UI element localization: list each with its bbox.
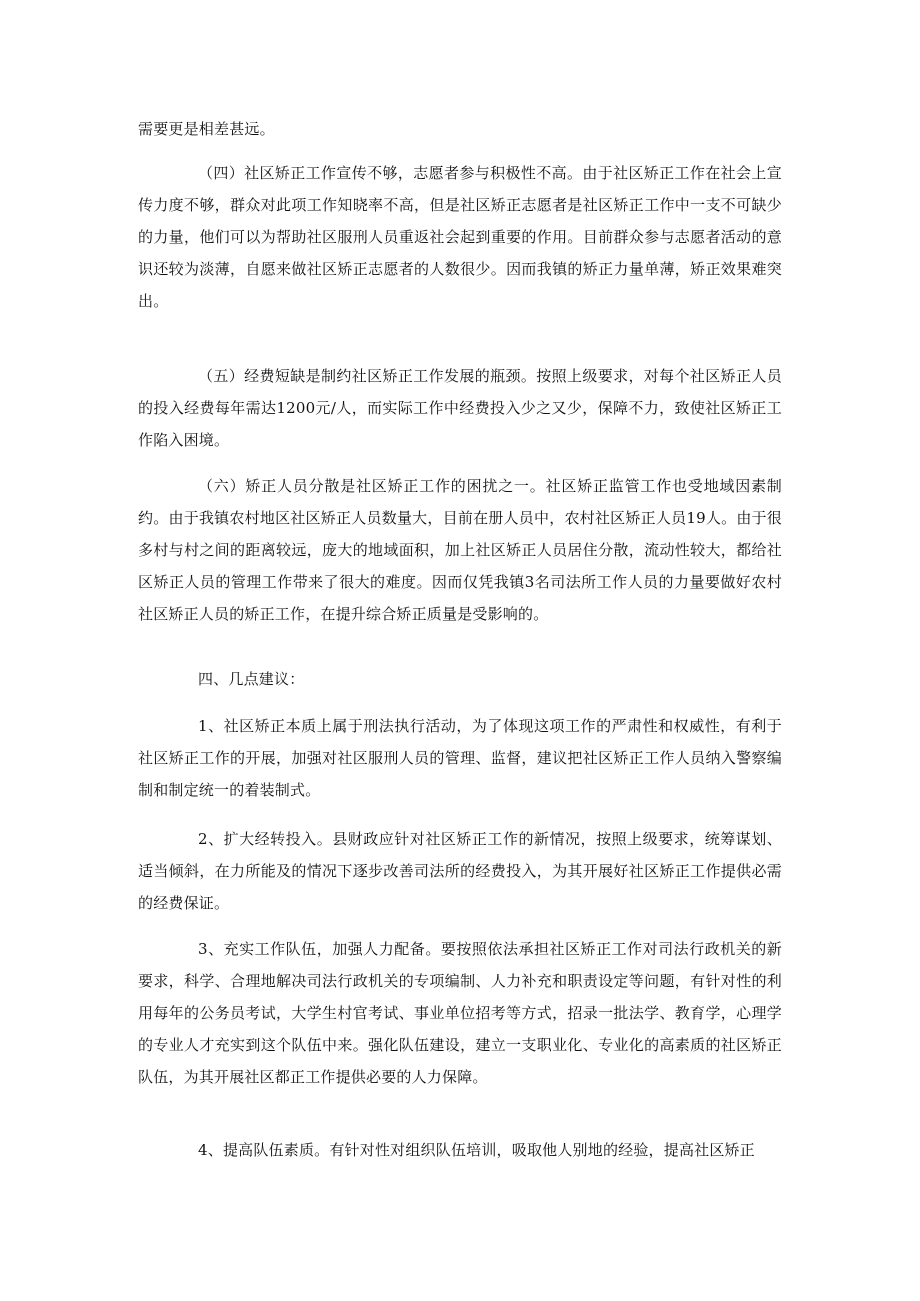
paragraph-suggestion-1: 1、社区矫正本质上属于刑法执行活动，为了体现这项工作的严肃性和权威性，有利于社区矫正工作的开展，加强对社区服刑人员的管理、监督，建议把社区矫正工作人员纳入警察编制和制定统一的着装制式。 [138,717,782,799]
paragraph-suggestion-3: 3、充实工作队伍，加强人力配备。要按照依法承担社区矫正工作对司法行政机关的新要求，科学、合理地解决司法行政机关的专项编制、人力补充和职责设定等问题，有针对性的利用每年的公务员考试，大学生村官考试、事业单位招考等方式，招录一批法学、教育学，心理学的专业人才充实到这个队伍中来。强化队伍建设，建立一支职业化、专业化的高素质的社区矫正队伍，为其开展社区都正工作提供必要的人力保障。 [138,940,782,1086]
paragraph-section-6: （六）矫正人员分散是社区矫正工作的困扰之一。社区矫正监管工作也受地域因素制约。由于我镇农村地区社区矫正人员数量大，目前在册人员中，农村社区矫正人员19人。由于很多村与村之间的距离较远，庞大的地域面积，加上社区矫正人员居住分散，流动性较大，都给社区矫正人员的管理工作带来了很大的难度。因而仅凭我镇3名司法所工作人员的力量要做好农村社区矫正人员的矫正工作，在提升综合矫正质量是受影响的。 [138,477,782,623]
paragraph-suggestion-4: 4、提高队伍素质。有针对性对组织队伍培训，吸取他人别地的经验，提高社区矫正 [198,1141,755,1159]
paragraph-continuation: 需要更是相差甚远。 [138,120,275,138]
section-heading-suggestions: 四、几点建议： [198,670,305,688]
paragraph-section-4: （四）社区矫正工作宣传不够，志愿者参与积极性不高。由于社区矫正工作在社会上宣传力度不够，群众对此项工作知晓率不高，但是社区矫正志愿者是社区矫正工作中一支不可缺少的力量，他们可以为帮助社区服刑人员重返社会起到重要的作用。目前群众参与志愿者活动的意识还较为淡薄，自愿来做社区矫正志愿者的人数很少。因而我镇的矫正力量单薄，矫正效果难突出。 [138,164,782,310]
paragraph-section-5: （五）经费短缺是制约社区矫正工作发展的瓶颈。按照上级要求，对每个社区矫正人员的投入经费每年需达1200元/人，而实际工作中经费投入少之又少，保障不力，致使社区矫正工作陷入困境。 [138,367,782,449]
paragraph-suggestion-2: 2、扩大经转投入。县财政应针对社区矫正工作的新情况，按照上级要求，统筹谋划、适当倾斜，在力所能及的情况下逐步改善司法所的经费投入，为其开展好社区矫正工作提供必需的经费保证。 [138,830,782,912]
